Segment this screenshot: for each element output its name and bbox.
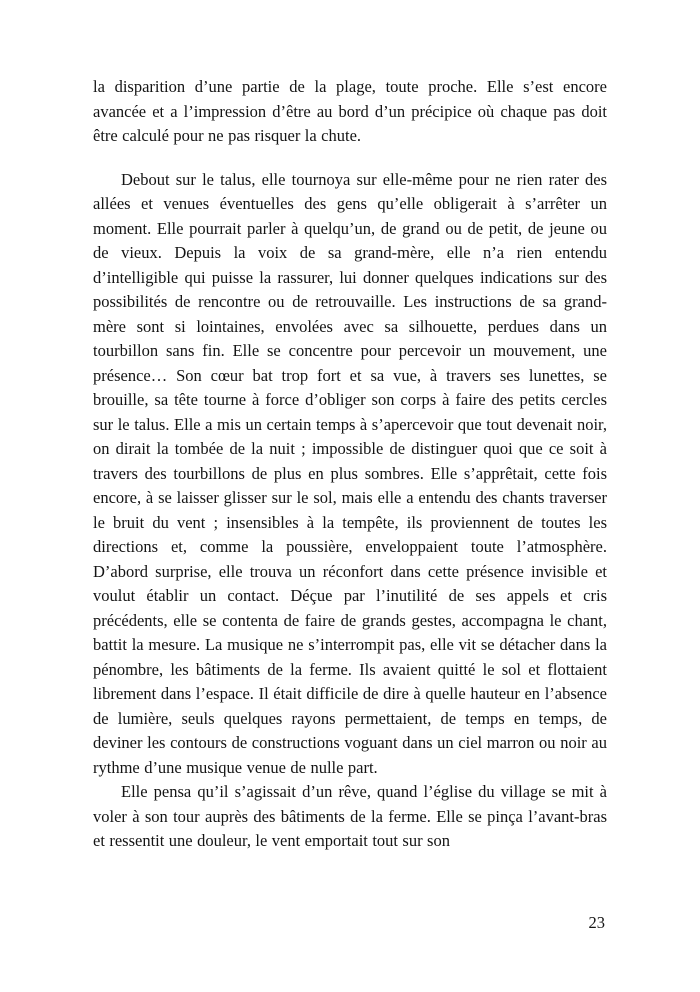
page-number: 23 [588, 913, 605, 932]
paragraph-continuation: la disparition d’une partie de la plage, toute proche. Elle s’est encore avancée et a l’impression d’être au bord d’un précipice où chaque pas doit être calculé pour ne pas risquer la chute. [93, 77, 607, 145]
paragraph: Debout sur le talus, elle tournoya sur elle-même pour ne rien rater des allées et venues éventuelles des gens qu’elle obligerait à s’arrêter un moment. Elle pourrait parler à quelqu’un, de grand ou de petit, de jeune ou de vieux. Depuis la voix de sa grand-mère, elle n’a rien entendu d’intelligible qui puisse la rassurer, lui donner quelques indications sur des possibilités de rencontre ou de retrouvaille. Les instructions de sa grand-mère sont si lointaines, envolées avec sa silhouette, perdues dans un tourbillon sans fin. Elle se concentre pour percevoir un mouvement, une présence… Son cœur bat trop fort et sa vue, à travers ses lunettes, se brouille, sa tête tourne à force d’obliger son corps à faire des petits cercles sur le talus. Elle a mis un certain temps à s’apercevoir que tout devenait noir, on dirait la tombée de la nuit ; impossible de distinguer quoi que ce soit à travers des tourbillons de plus en plus sombres. Elle s’apprêtait, cette fois encore, à se laisser glisser sur le sol, mais elle a entendu des chants traverser le bruit du vent ; insensibles à la tempête, ils proviennent de toutes les directions et, comme la poussière, enveloppaient toute l’atmosphère. D’abord surprise, elle trouva un réconfort dans cette présence invisible et voulut établir un contact. Déçue par l’inutilité de ses appels et cris précédents, elle se contenta de faire de grands gestes, accompagna le chant, battit la mesure. La musique ne s’interrompit pas, elle vit se détacher dans la pénombre, les bâtiments de la ferme. Ils avaient quitté le sol et flottaient librement dans l’espace. Il était difficile de dire à quelle hauteur en l’absence de lumière, seuls quelques rayons permettaient, de temps en temps, de deviner les contours de constructions voguant dans un ciel marron ou noir au rythme d’une musique venue de nulle part. [93, 169, 607, 777]
paragraph: Elle pensa qu’il s’agissait d’un rêve, quand l’église du village se mit à voler à son tour auprès des bâtiments de la ferme. Elle se pinça l’avant-bras et ressentit une douleur, le vent emportait tout sur son [93, 782, 607, 850]
page-text-column [93, 75, 607, 854]
